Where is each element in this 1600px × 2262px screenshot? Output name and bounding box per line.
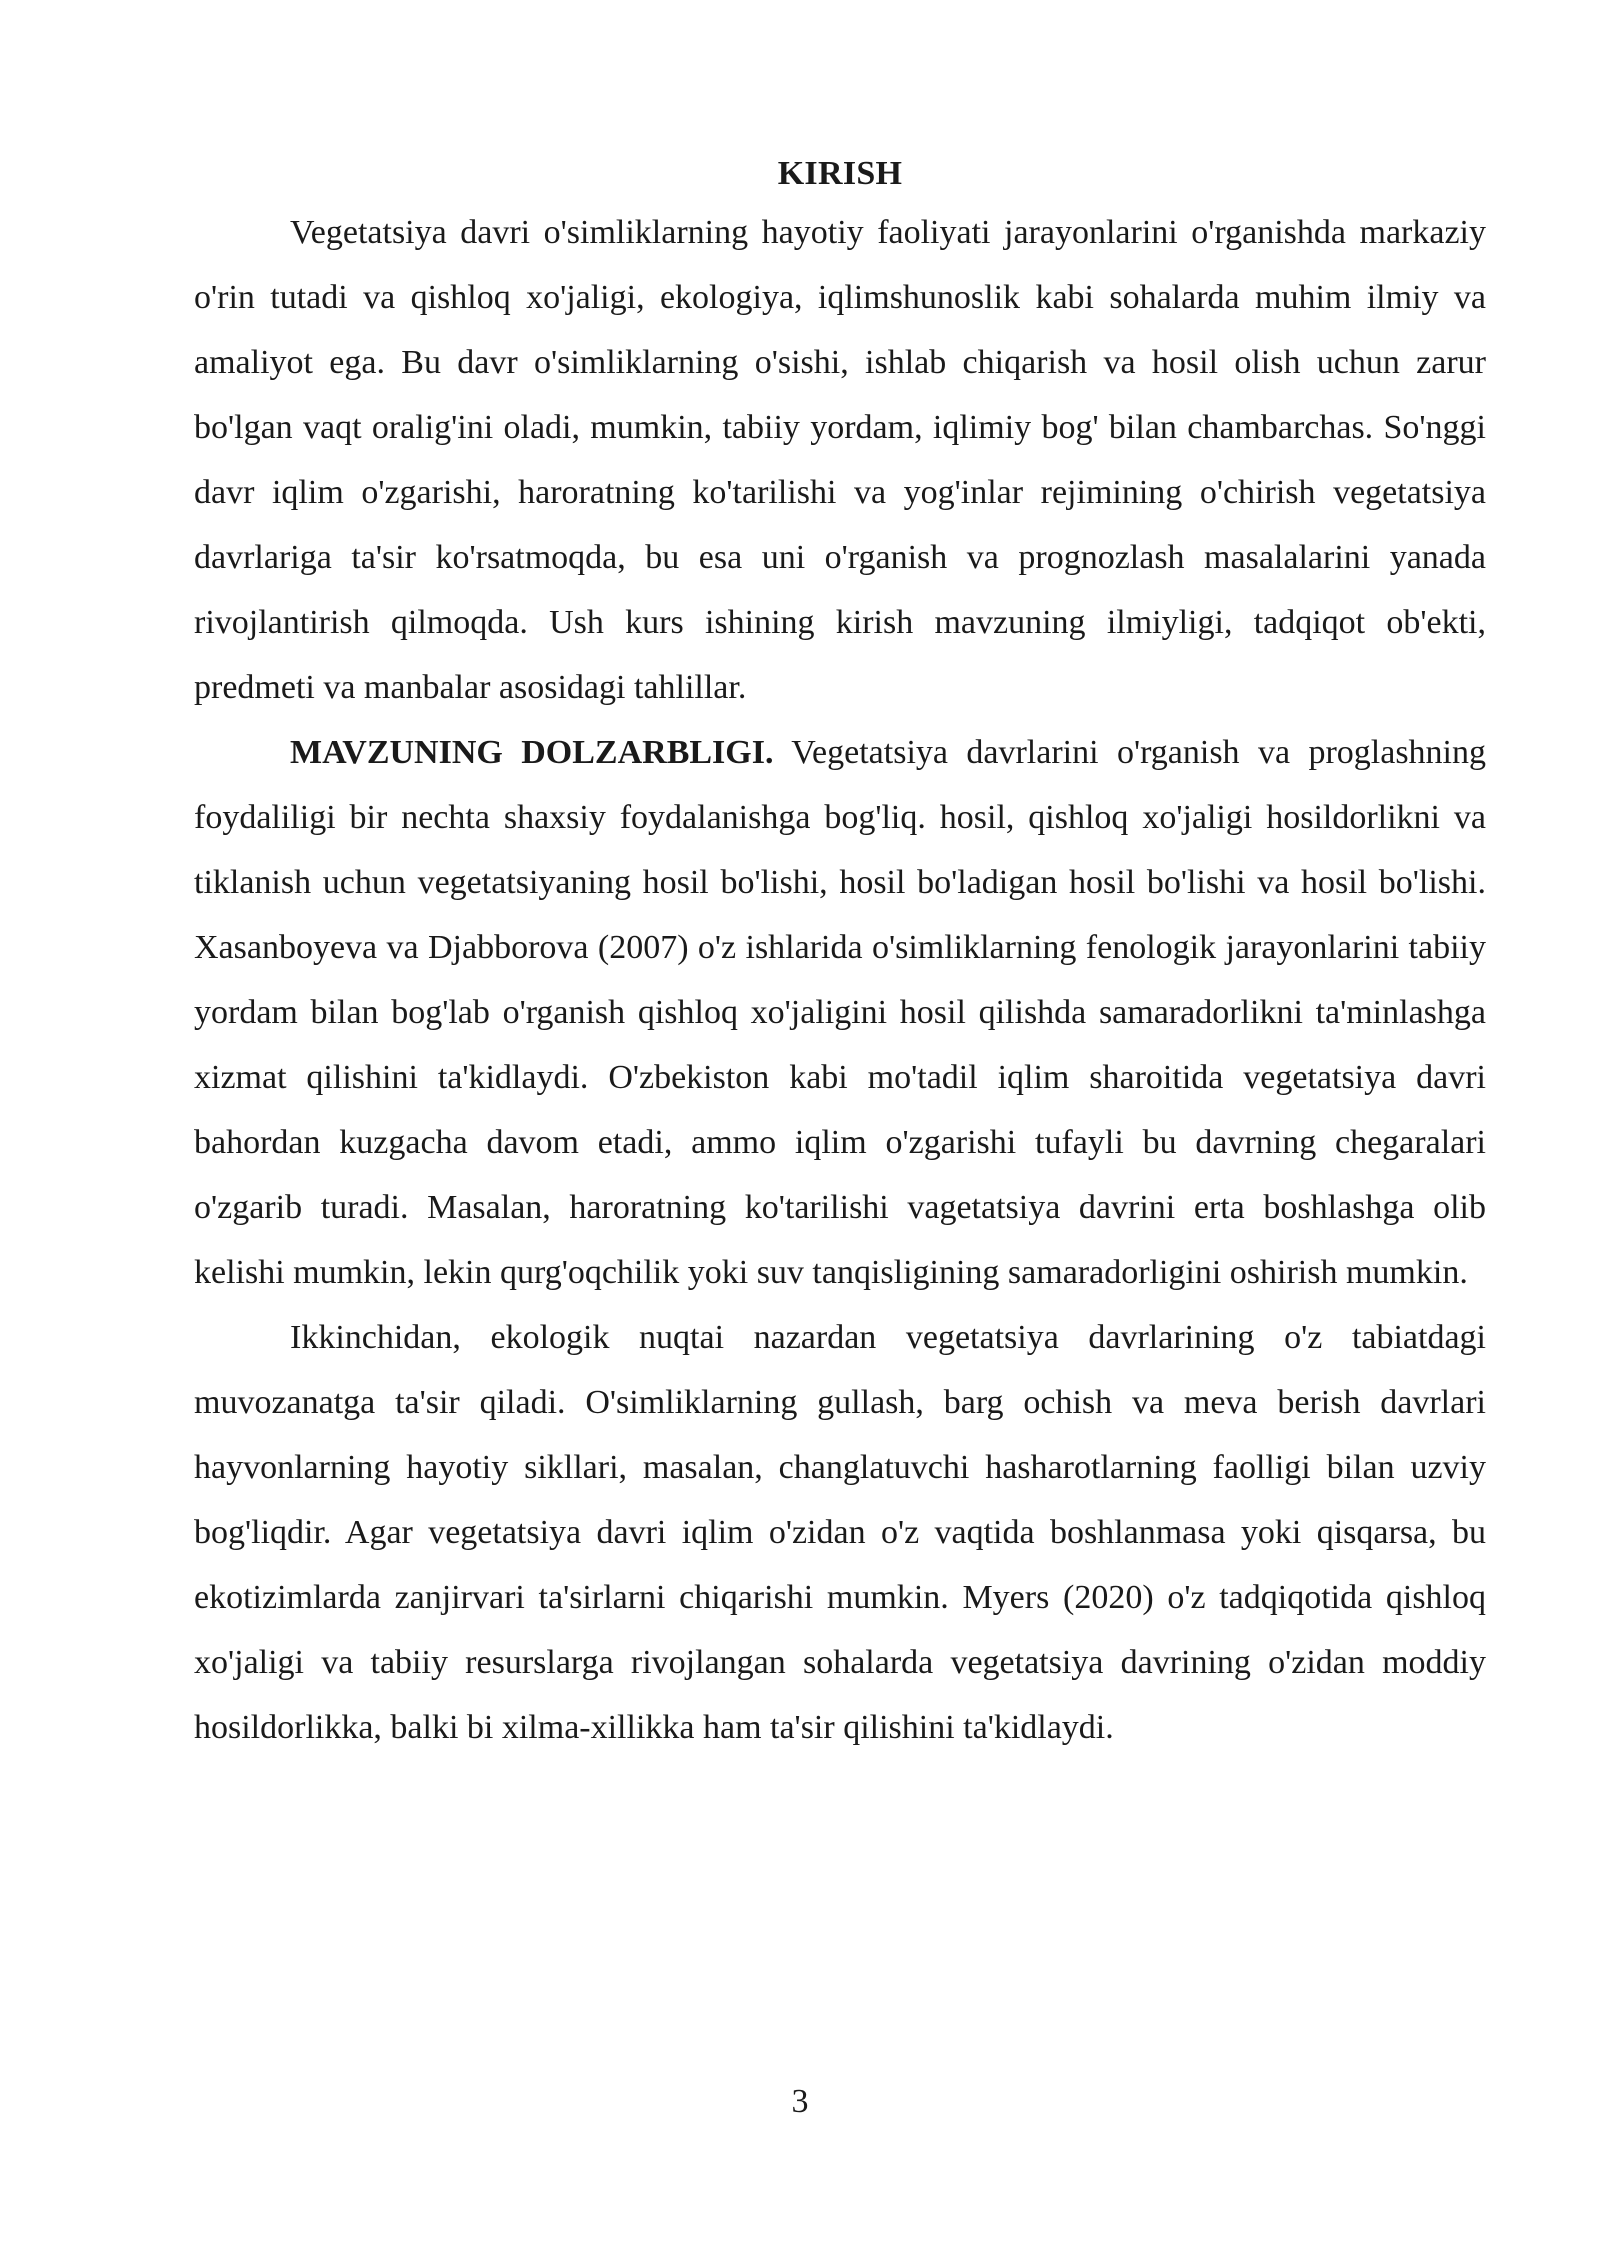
- paragraph-text: Ikkinchidan, ekologik nuqtai nazardan vegetatsiya davrlarining o'z tabiatdagi muvozanatga ta'sir qiladi. O'simliklarning gullash, barg ochish va meva berish davrlari hayvonlarning hayotiy sikllari, masalan, changlatuvchi hasharotlarning faolligi bilan uzviy bog'liqdir. Agar vegetatsiya davri iqlim o'zidan o'z vaqtida boshlanmasa yoki qisqarsa, bu ekotizimlarda zanjirvari ta'sirlarni chiqarishi mumkin. Myers (2020) o'z tadqiqotida qishloq xo'jaligi va tabiiy resurslarga rivojlangan sohalarda vegetatsiya davrining o'zidan moddiy hosildorlikka, balki bi xilma-xillikka ham ta'sir qilishini ta'kidlaydi.: [194, 1319, 1486, 1746]
- ecology-paragraph: [194, 1305, 1486, 1760]
- page-number: 3: [791, 2083, 809, 2120]
- relevance-paragraph: [194, 720, 1486, 1305]
- page-body: [194, 148, 1486, 1760]
- paragraph-text: Vegetatsiya davrlarini o'rganish va proglashning foydaliligi bir nechta shaxsiy foydalanishga bog'liq. hosil, qishloq xo'jaligi hosildorlikni va tiklanish uchun vegetatsiyaning hosil bo'lishi, hosil bo'ladigan hosil bo'lishi va hosil bo'lishi. Xasanboyeva va Djabborova (2007) o'z ishlarida o'simliklarning fenologik jarayonlarini tabiiy yordam bilan bog'lab o'rganish qishloq xo'jaligini hosil qilishda samaradorlikni ta'minlashga xizmat qilishini ta'kidlaydi. O'zbekiston kabi mo'tadil iqlim sharoitida vegetatsiya davri bahordan kuzgacha davom etadi, ammo iqlim o'zgarishi tufayli bu davrning chegaralari o'zgarib turadi. Masalan, haroratning ko'tarilishi vagetatsiya davrini erta boshlashga olib kelishi mumkin, lekin qurg'oqchilik yoki suv tanqisligining samaradorligini oshirish mumkin.: [194, 734, 1486, 1291]
- intro-paragraph: [194, 200, 1486, 720]
- section-heading-inline: MAVZUNING DOLZARBLIGI.: [290, 734, 774, 771]
- page-title: KIRISH: [777, 155, 903, 192]
- paragraph-text: Vegetatsiya davri o'simliklarning hayotiy faoliyati jarayonlarini o'rganishda markaziy o'rin tutadi va qishloq xo'jaligi, ekologiya, iqlimshunoslik kabi sohalarda muhim ilmiy va amaliyot ega. Bu davr o'simliklarning o'sishi, ishlab chiqarish va hosil olish uchun zarur bo'lgan vaqt oralig'ini oladi, mumkin, tabiiy yordam, iqlimiy bog' bilan chambarchas. So'nggi davr iqlim o'zgarishi, haroratning ko'tarilishi va yog'inlar rejimining o'chirish vegetatsiya davrlariga ta'sir ko'rsatmoqda, bu esa uni o'rganish va prognozlash masalalarini yanada rivojlantirish qilmoqda. Ush kurs ishining kirish mavzuning ilmiyligi, tadqiqot ob'ekti, predmeti va manbalar asosidagi tahlillar.: [194, 214, 1486, 706]
